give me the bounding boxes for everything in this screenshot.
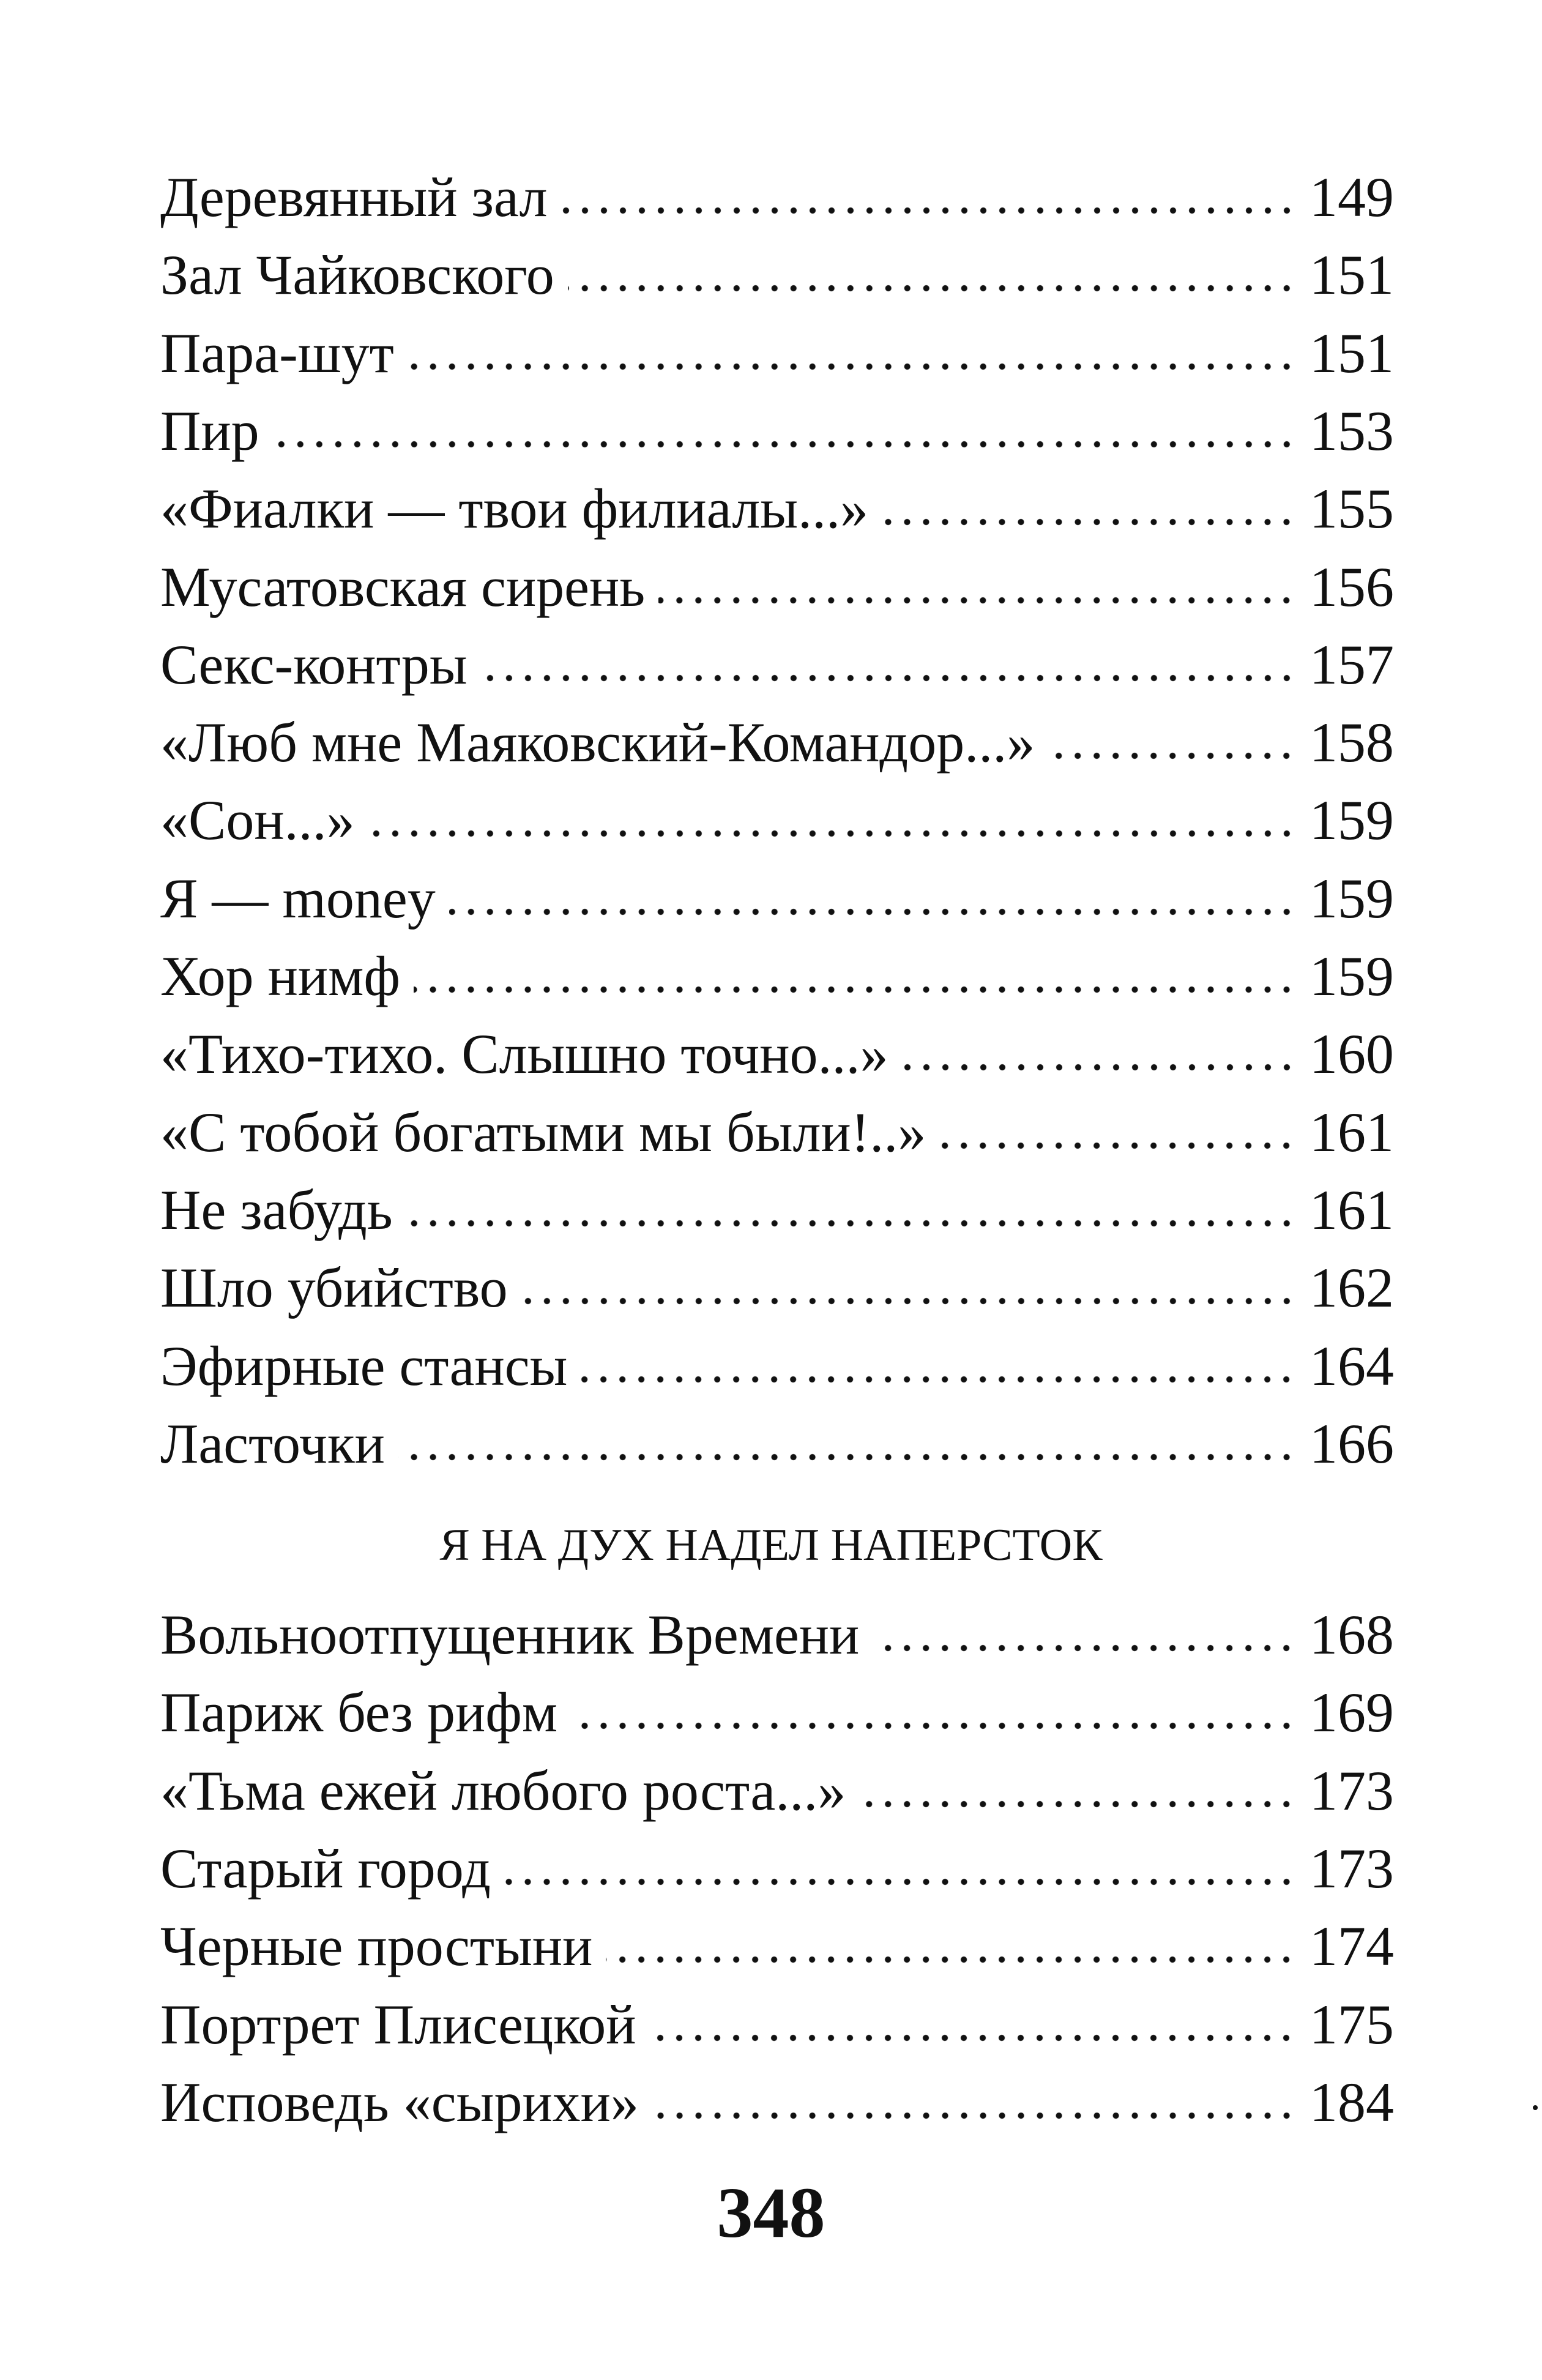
toc-entry [160,1407,1394,1480]
entry-page: 169 [1309,1681,1394,1744]
entry-title: Старый город [160,1837,491,1900]
dot-leader [398,1451,1296,1463]
dot-leader [1048,750,1296,762]
entry-page: 173 [1309,1759,1394,1822]
toc-entry [160,1909,1394,1983]
page-number: 348 [717,2173,825,2253]
toc-entry [160,1251,1394,1324]
entry-title: Исповедь «сырихи» [160,2070,639,2133]
entry-page: 175 [1309,1993,1394,2056]
dot-leader [882,516,1296,528]
entry-title: Шло убийство [160,1256,508,1319]
toc-entry [160,628,1394,701]
entry-title: «Тьма ежей любого роста...» [160,1759,846,1822]
section-heading: Я НА ДУХ НАДЕЛ НАПЕРСТОК [439,1520,1103,1570]
entry-title: Париж без рифм [160,1681,558,1744]
entry-page: 174 [1309,1915,1394,1978]
toc-entry [160,862,1394,935]
dot-leader [859,1798,1296,1810]
dot-leader [568,282,1296,294]
dot-leader [649,2032,1296,2044]
entry-page: 159 [1309,789,1394,852]
entry-page: 157 [1309,633,1394,696]
entry-title: Эфирные стансы [160,1334,568,1397]
entry-title: Деревянный зал [160,166,548,228]
entry-page: 162 [1309,1256,1394,1319]
entry-page: 184 [1309,2070,1394,2133]
entry-title: «Люб мне Маяковский-Командор...» [160,711,1035,774]
dot-leader [273,438,1296,450]
dot-leader [521,1295,1296,1307]
toc-entry [160,1173,1394,1247]
toc-entry [160,939,1394,1013]
toc-entry [160,238,1394,311]
dot-leader [581,1373,1296,1386]
entry-title: Портрет Плисецкой [160,1993,636,2056]
entry-title: Пир [160,399,259,462]
entry-page: 151 [1309,321,1394,384]
entry-title: Я — money [160,867,436,930]
toc-entry [160,1832,1394,1905]
entry-page: 156 [1309,555,1394,618]
entry-title: Вольноотпущенник Времени [160,1603,860,1666]
toc-entry [160,316,1394,390]
toc-entry [160,1598,1394,1671]
toc-entry [160,783,1394,857]
dot-leader [939,1140,1296,1152]
toc-entry [160,1329,1394,1403]
entry-title: Зал Чайковского [160,244,554,307]
dot-leader [873,1642,1296,1654]
toc-entry [160,1095,1394,1169]
dot-leader [449,906,1296,918]
entry-page: 151 [1309,244,1394,307]
dot-leader [652,2110,1296,2122]
entry-page: 161 [1309,1100,1394,1163]
entry-page: 160 [1309,1023,1394,1086]
toc-entry [160,1676,1394,1749]
entry-title: «С тобой богатыми мы были!..» [160,1100,926,1163]
entry-page: 159 [1309,945,1394,1007]
entry-title: Хор нимф [160,945,400,1007]
entry-page: 149 [1309,166,1394,228]
toc-entry [160,1754,1394,1827]
entry-page: 158 [1309,711,1394,774]
entry-page: 166 [1309,1412,1394,1475]
dot-leader [606,1953,1296,1966]
entry-title: «Тихо-тихо. Слышно точно...» [160,1023,888,1086]
dot-leader [481,672,1296,684]
entry-title: «Сон...» [160,789,355,852]
entry-title: Мусатовская сирень [160,555,646,618]
dot-leader [408,360,1296,373]
entry-title: Пара-шут [160,321,394,384]
dot-leader [504,1876,1296,1888]
dot-leader [561,204,1297,217]
toc-entry [160,1988,1394,2061]
entry-page: 153 [1309,399,1394,462]
entry-title: Черные простыни [160,1915,593,1978]
entry-page: 161 [1309,1178,1394,1241]
entry-page: 159 [1309,867,1394,930]
dot-leader [902,1061,1297,1073]
dot-leader [658,594,1296,606]
toc-entry [160,472,1394,545]
entry-title: Секс-контры [160,633,467,696]
scan-speck [1533,2105,1538,2110]
toc-entry [160,706,1394,779]
toc-entry [160,394,1394,468]
toc-entry [160,2065,1394,2139]
entry-page: 173 [1309,1837,1394,1900]
entry-page: 155 [1309,477,1394,540]
dot-leader [368,827,1296,840]
entry-page: 168 [1309,1603,1394,1666]
toc-entry [160,160,1394,234]
dot-leader [414,983,1296,996]
entry-title: «Фиалки — твои филиалы...» [160,477,869,540]
entry-page: 164 [1309,1334,1394,1397]
dot-leader [406,1217,1296,1229]
entry-title: Не забудь [160,1178,393,1241]
toc-entry [160,1017,1394,1091]
dot-leader [571,1720,1296,1732]
toc-entry [160,550,1394,624]
entry-title: Ласточки [160,1412,385,1475]
